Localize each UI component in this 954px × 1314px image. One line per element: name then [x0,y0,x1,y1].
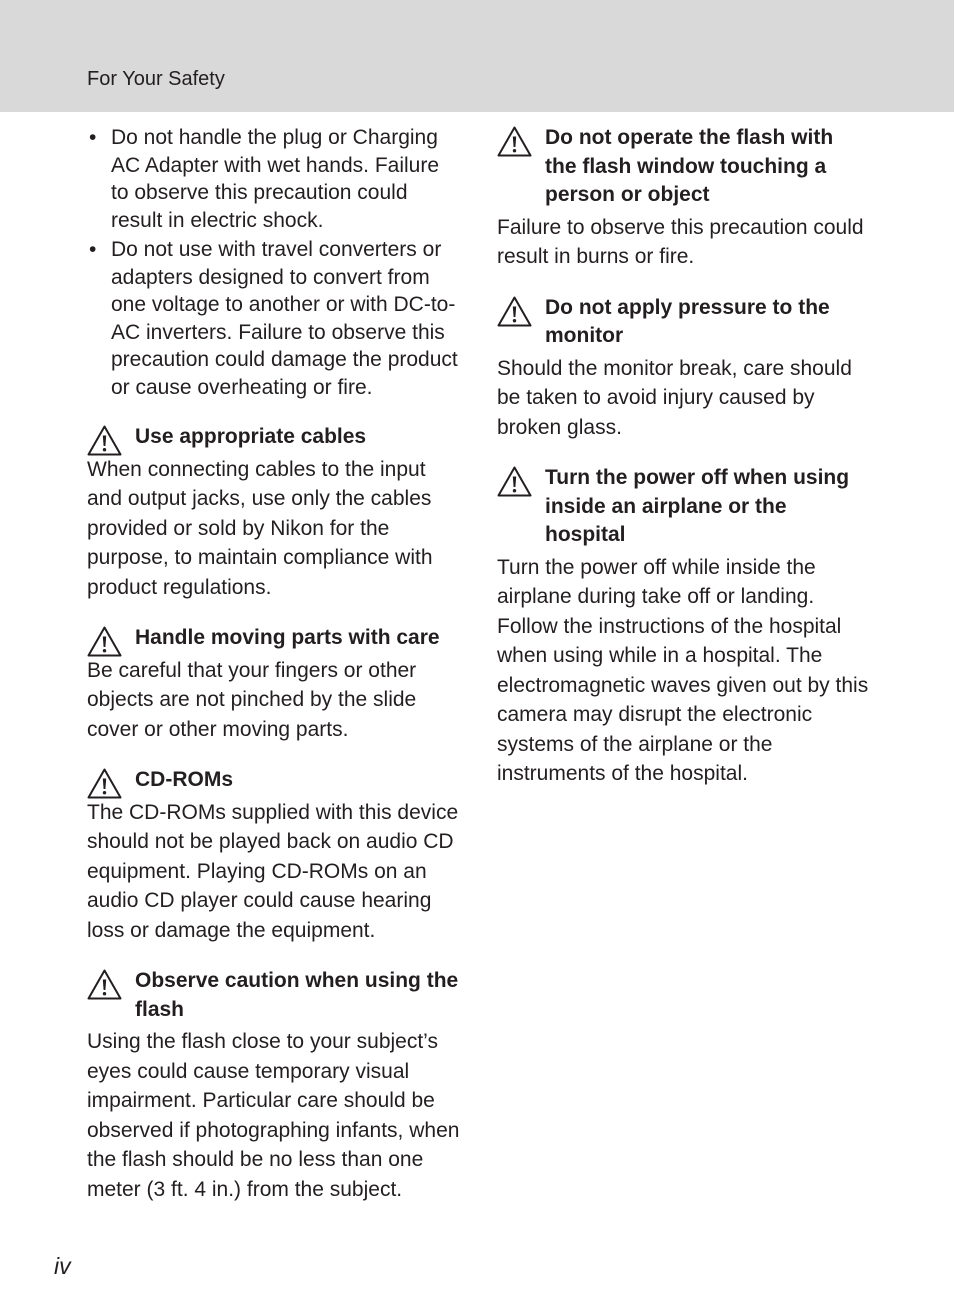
warning-triangle-icon [87,768,122,799]
section-title: Turn the power off when using inside an airplane or the hospital [545,466,850,546]
section-heading [87,624,462,653]
section-body: Should the monitor break, care should be taken to avoid injury caused by broken glass. [497,356,852,439]
section-body: Be careful that your fingers or other objects are not pinched by the slide cover or other moving parts. [87,658,417,741]
section-heading [497,294,869,351]
bullet-dot: • [89,238,97,261]
section-title: Observe caution when using the flash [135,969,459,1021]
bullet-list [87,124,462,401]
section-title: Do not operate the flash with the flash window touching a person or object [545,126,834,206]
section-heading [497,464,869,550]
section-cd-roms [87,766,462,945]
section-body: Using the flash close to your subject’s eyes could cause temporary visual impairment. Particular care should be observed if photographing infants, when the flash should be no less than one meter (3 ft. 4 in.) from the subject. [87,1030,460,1201]
section-title: Do not apply pressure to the monitor [545,295,830,347]
left-column [87,124,462,1204]
header-band [0,0,954,112]
section-title: Use appropriate cables [135,425,367,448]
section-heading [87,766,462,795]
section-heading [87,967,462,1024]
section-heading [87,423,462,452]
warning-triangle-icon [497,126,532,157]
bullet-text: Do not handle the plug or Charging AC Adapter with wet hands. Failure to observe this precaution could result in electric shock. [111,126,440,232]
section-title: Handle moving parts with care [135,626,440,649]
section-title: CD-ROMs [135,768,233,791]
section-observe-caution-flash [87,967,462,1204]
warning-triangle-icon [497,466,532,497]
section-body: Turn the power off while inside the airplane during take off or landing. Follow the instructions of the hospital when using while in a hospital. The electromagnetic waves given out by this camera may disrupt the electronic systems of the airplane or the instruments of the hospital. [497,555,869,785]
section-flash-window-touching [497,124,869,272]
section-body: The CD-ROMs supplied with this device should not be played back on audio CD equipment. Playing CD-ROMs on an audio CD player could cause hearing loss or damage the equipment. [87,800,459,942]
section-heading [497,124,869,210]
section-use-appropriate-cables [87,423,462,602]
warning-triangle-icon [87,425,122,456]
bullet-item [87,236,462,401]
bullet-item [87,124,462,234]
bullet-dot: • [89,126,97,149]
warning-triangle-icon [87,626,122,657]
page-number: iv [54,1253,71,1279]
section-handle-moving-parts [87,624,462,744]
section-body: Failure to observe this precaution could result in burns or fire. [497,215,864,268]
right-column [497,124,869,789]
section-body: When connecting cables to the input and output jacks, use only the cables provided or sold by Nikon for the purpose, to maintain compliance with product regulations. [87,457,433,599]
warning-triangle-icon [87,969,122,1000]
section-pressure-monitor [497,294,869,443]
bullet-text: Do not use with travel converters or adapters designed to convert from one voltage to another or with DC-to-AC inverters. Failure to observe this precaution could damage the product or cause overheating or fire. [111,238,458,399]
section-power-off-airplane [497,464,869,789]
page-header-title: For Your Safety [87,68,225,90]
warning-triangle-icon [497,296,532,327]
